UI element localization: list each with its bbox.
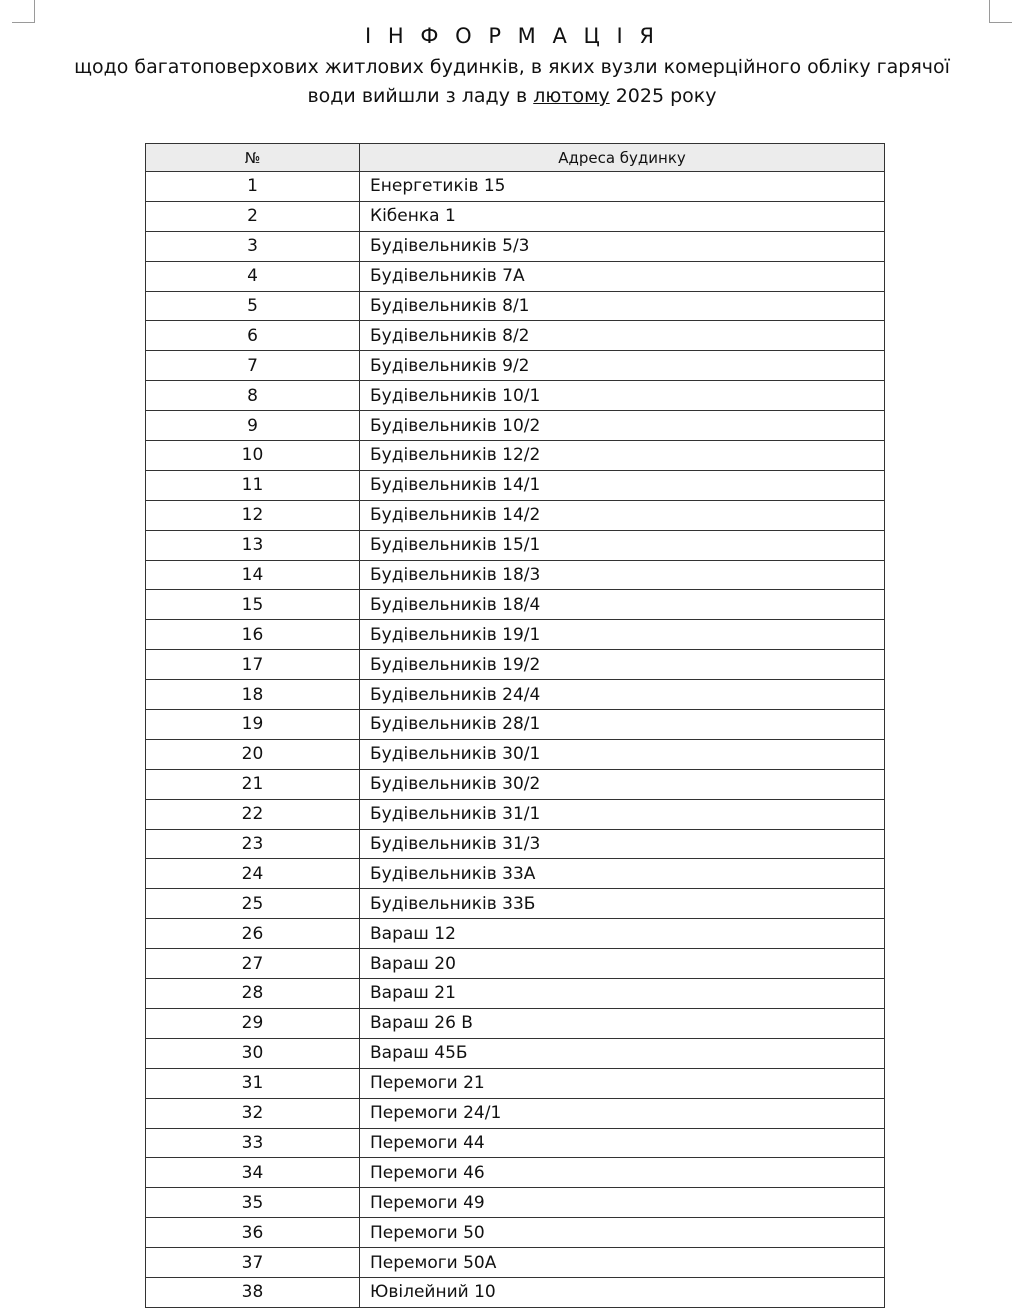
row-address: Будівельників 24/4 [360,680,885,710]
row-address: Будівельників 31/1 [360,799,885,829]
row-address: Будівельників 8/2 [360,321,885,351]
row-number: 3 [146,231,360,261]
row-address: Будівельників 7А [360,261,885,291]
row-address: Будівельників 30/2 [360,769,885,799]
row-address: Перемоги 50А [360,1248,885,1278]
row-address: Енергетиків 15 [360,172,885,202]
row-address: Будівельників 19/2 [360,650,885,680]
row-number: 26 [146,919,360,949]
row-address: Будівельників 18/4 [360,590,885,620]
table-header-row [146,144,885,172]
row-number: 14 [146,560,360,590]
table-row [146,411,885,441]
row-address: Будівельників 10/1 [360,381,885,411]
table-row [146,680,885,710]
row-number: 10 [146,441,360,471]
subtitle-month: лютому [533,85,610,107]
table-row [146,1188,885,1218]
table-row [146,321,885,351]
document-subtitle-line-1: щодо багатоповерхових житлових будинків, в яких вузли комерційного обліку гарячої [74,56,950,78]
row-number: 36 [146,1218,360,1248]
row-number: 9 [146,411,360,441]
table-row [146,1218,885,1248]
row-number: 29 [146,1008,360,1038]
row-address: Ювілейний 10 [360,1277,885,1307]
row-address: Будівельників 33А [360,859,885,889]
row-number: 31 [146,1068,360,1098]
table-row [146,1098,885,1128]
table-row [146,1248,885,1278]
table-row [146,949,885,979]
table-row [146,1068,885,1098]
row-address: Вараш 12 [360,919,885,949]
row-address: Будівельників 12/2 [360,441,885,471]
table-row [146,1158,885,1188]
row-address: Будівельників 9/2 [360,351,885,381]
table-row [146,650,885,680]
subtitle-text-end: 2025 року [615,85,717,107]
table-row [146,919,885,949]
table-row [146,201,885,231]
row-number: 12 [146,500,360,530]
table-row [146,979,885,1009]
row-address: Вараш 20 [360,949,885,979]
row-address: Будівельників 18/3 [360,560,885,590]
row-address: Будівельників 10/2 [360,411,885,441]
row-number: 8 [146,381,360,411]
row-address: Перемоги 46 [360,1158,885,1188]
table-row [146,381,885,411]
table-row [146,620,885,650]
row-address: Будівельників 33Б [360,889,885,919]
row-number: 13 [146,530,360,560]
document-heading [0,20,1024,110]
row-number: 18 [146,680,360,710]
table-row [146,500,885,530]
table-row [146,799,885,829]
row-number: 7 [146,351,360,381]
row-number: 32 [146,1098,360,1128]
row-address: Перемоги 44 [360,1128,885,1158]
row-number: 21 [146,769,360,799]
table-row [146,291,885,321]
row-address: Будівельників 14/2 [360,500,885,530]
table-row [146,739,885,769]
row-number: 6 [146,321,360,351]
table-row [146,1038,885,1068]
row-number: 25 [146,889,360,919]
table-row [146,1008,885,1038]
header-address: Адреса будинку [360,144,885,172]
row-number: 38 [146,1277,360,1307]
row-number: 30 [146,1038,360,1068]
row-address: Будівельників 5/3 [360,231,885,261]
address-table [145,143,885,1308]
row-number: 5 [146,291,360,321]
row-address: Будівельників 14/1 [360,470,885,500]
row-number: 19 [146,710,360,740]
row-number: 17 [146,650,360,680]
row-address: Кібенка 1 [360,201,885,231]
table-row [146,231,885,261]
row-address: Вараш 21 [360,979,885,1009]
table-row [146,172,885,202]
table-body [146,172,885,1308]
table-row [146,351,885,381]
table-row [146,889,885,919]
row-address: Будівельників 31/3 [360,829,885,859]
row-address: Будівельників 30/1 [360,739,885,769]
row-address: Будівельників 8/1 [360,291,885,321]
row-number: 34 [146,1158,360,1188]
row-number: 33 [146,1128,360,1158]
row-number: 20 [146,739,360,769]
table-row [146,1128,885,1158]
row-number: 2 [146,201,360,231]
table-row [146,710,885,740]
header-number: № [146,144,360,172]
row-number: 1 [146,172,360,202]
table-row [146,530,885,560]
row-number: 37 [146,1248,360,1278]
row-number: 24 [146,859,360,889]
row-address: Будівельників 28/1 [360,710,885,740]
document-title: І Н Ф О Р М А Ц І Я [365,24,659,48]
table-row [146,1277,885,1307]
row-address: Вараш 45Б [360,1038,885,1068]
row-number: 35 [146,1188,360,1218]
row-address: Перемоги 24/1 [360,1098,885,1128]
row-address: Будівельників 15/1 [360,530,885,560]
row-number: 11 [146,470,360,500]
table-row [146,441,885,471]
table-row [146,261,885,291]
row-number: 4 [146,261,360,291]
table-row [146,829,885,859]
row-number: 22 [146,799,360,829]
row-address: Будівельників 19/1 [360,620,885,650]
table-row [146,769,885,799]
row-number: 27 [146,949,360,979]
table-row [146,590,885,620]
table-row [146,560,885,590]
subtitle-text-start: води вийшли з ладу в [307,85,528,107]
table-row [146,859,885,889]
row-number: 15 [146,590,360,620]
table-row [146,470,885,500]
row-number: 16 [146,620,360,650]
row-address: Перемоги 50 [360,1218,885,1248]
row-address: Перемоги 21 [360,1068,885,1098]
row-address: Вараш 26 В [360,1008,885,1038]
row-address: Перемоги 49 [360,1188,885,1218]
row-number: 23 [146,829,360,859]
document-subtitle-line-2 [0,82,1024,110]
row-number: 28 [146,979,360,1009]
